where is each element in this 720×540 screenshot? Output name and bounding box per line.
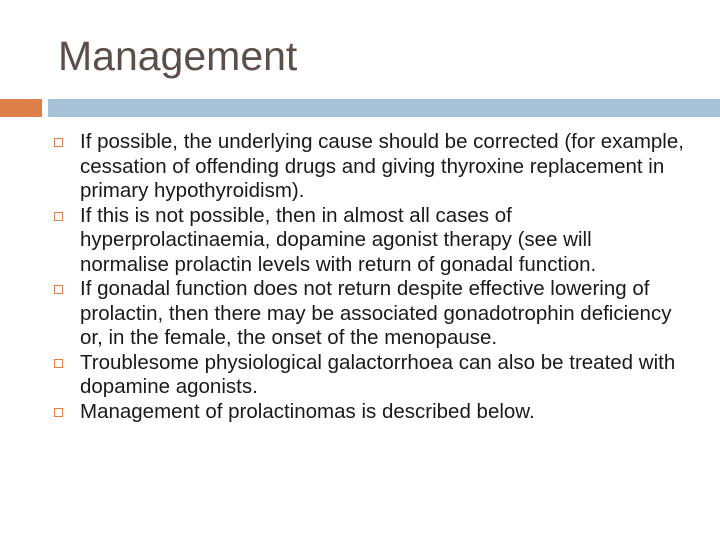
hollow-square-icon xyxy=(54,212,63,221)
hollow-square-icon xyxy=(54,138,63,147)
bullet-text: If gonadal function does not return despite effective lowering of prolactin, then there may be associated gonadotrophin deficiency or, in the female, the onset of the menopause. xyxy=(80,277,672,349)
bullet-item xyxy=(54,277,684,351)
bullet-item xyxy=(54,204,684,278)
bullet-item xyxy=(54,400,684,425)
bullet-text: Troublesome physiological galactorrhoea can also be treated with dopamine agonists. xyxy=(80,350,676,398)
hollow-square-icon xyxy=(54,408,63,417)
bullet-item xyxy=(54,351,684,400)
hollow-square-icon xyxy=(54,359,63,368)
slide-title: Management xyxy=(58,33,298,79)
bullet-text: If this is not possible, then in almost all cases of hyperprolactinaemia, dopamine agonist therapy (see will normalise prolactin levels with return of gonadal function. xyxy=(80,203,597,276)
bullet-text: If possible, the underlying cause should be corrected (for example, cessation of offending drugs and giving thyroxine replacement in primary hypothyroidism). xyxy=(80,130,684,202)
hollow-square-icon xyxy=(54,285,63,294)
title-underline-bar xyxy=(48,99,720,117)
slide-content xyxy=(54,130,684,424)
accent-bar xyxy=(0,99,42,117)
bullet-text: Management of prolactinomas is described below. xyxy=(80,399,535,423)
bullet-list xyxy=(54,130,684,424)
bullet-item xyxy=(54,130,684,204)
